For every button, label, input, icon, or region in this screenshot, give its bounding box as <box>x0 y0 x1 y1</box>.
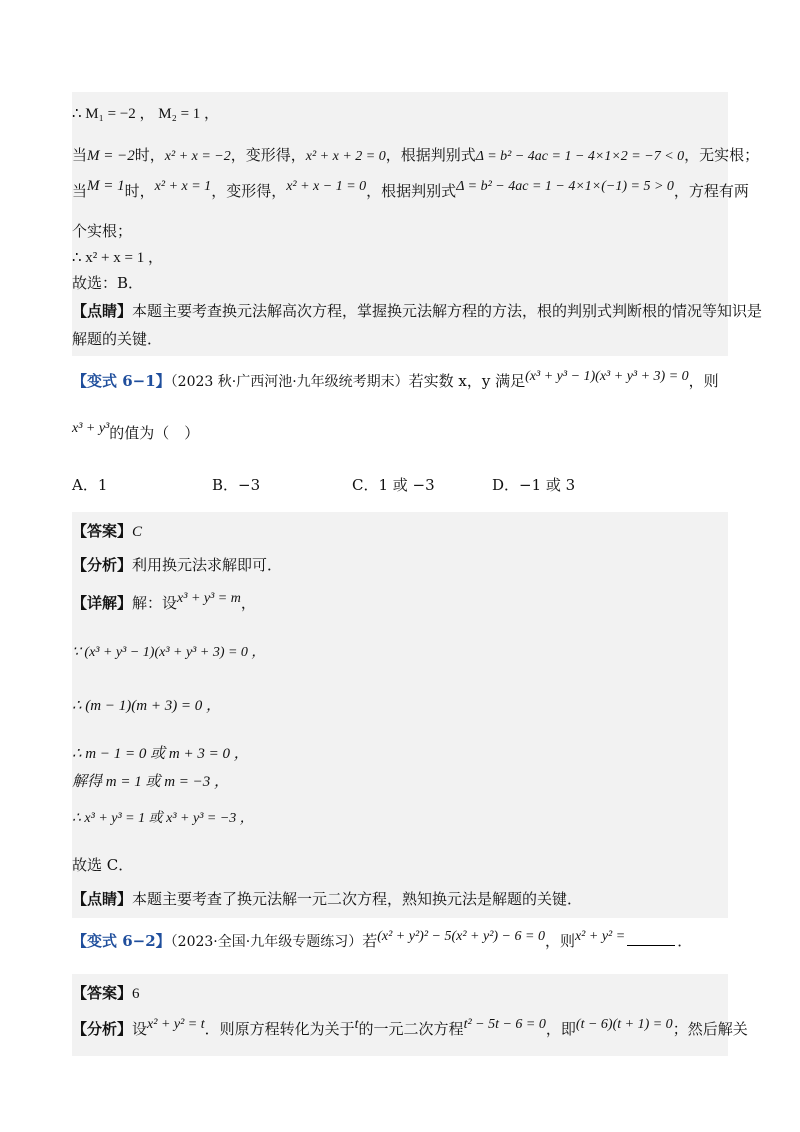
comment-tag: 【点睛】 <box>72 302 133 320</box>
q2-stem: 【变式 6−2】（2023·全国·九年级专题练习）若(x² + y²)² − 5(x² + y²) − 6 = 0，则x² + y² = ． <box>72 929 693 950</box>
s1-step-4: 解得 m = 1 或 m = −3 ， <box>72 774 230 790</box>
line-m-values <box>72 98 728 140</box>
q2-tag: 【变式 6−2】 <box>72 932 171 950</box>
s1-analysis: 【分析】利用换元法求解即可． <box>72 556 283 574</box>
s1-choose: 故选 C． <box>72 856 134 874</box>
line-comment-cont: 解题的关键． <box>72 330 163 348</box>
line-case-m-1: 当M = 1时，x² + x = 1，变形得，x² + x − 1 = 0，根据判别式Δ = b² − 4ac = 1 − 4×1×(−1) = 5 > 0，方程有两 <box>72 178 749 200</box>
q1-equation: (x³ + y³ − 1)(x³ + y³ + 3) = 0 <box>525 369 689 384</box>
math-m-values: ∴ M₁ = −2 ， M₂ = 1 ， <box>72 106 220 122</box>
s1-detail: 【详解】解：设x³ + y³ = m， <box>72 591 256 612</box>
option-d[interactable]: D．−1 或 3 <box>492 476 576 494</box>
q2-source: （2023·全国·九年级专题练习） <box>170 934 363 950</box>
question-6-1 <box>72 356 728 506</box>
s1-step-2: ∴ (m − 1)(m + 3) = 0 ， <box>72 698 222 714</box>
question-6-2 <box>72 918 728 966</box>
option-b[interactable]: B．−3 <box>212 476 261 494</box>
option-c[interactable]: C．1 或 −3 <box>352 476 435 494</box>
s1-step-5: ∴ x³ + y³ = 1 或 x³ + y³ = −3 ， <box>72 811 254 826</box>
option-a[interactable]: A．1 <box>72 476 108 494</box>
document-page <box>72 92 763 1056</box>
q1-tag: 【变式 6−1】 <box>72 372 171 390</box>
q1-stem: 【变式 6−1】（2023 秋·广西河池·九年级统考期末）若实数 x，y 满足(x³ + y³ − 1)(x³ + y³ + 3) = 0，则 <box>72 369 719 390</box>
s1-step-1: ∵ (x³ + y³ − 1)(x³ + y³ + 3) = 0 ， <box>72 645 266 660</box>
line-comment: 【点睛】本题主要考查换元法解高次方程，掌握换元法解方程的方法，根的判别式判断根的情况等知识是 <box>72 302 763 320</box>
line-therefore-x: ∴ x² + x = 1 ， <box>72 250 163 266</box>
s2-analysis: 【分析】设x² + y² = t．则原方程转化为关于t的一元二次方程t² − 5t − 6 = 0，即(t − 6)(t + 1) = 0；然后解关 <box>72 1017 748 1038</box>
s1-answer: 【答案】C <box>72 522 143 540</box>
q2-equation: (x² + y²)² − 5(x² + y²) − 6 = 0 <box>377 929 545 944</box>
q1-stem-cont: x³ + y³的值为（ ） <box>72 421 200 442</box>
line-choose-b: 故选：B． <box>72 274 144 292</box>
line-two-roots: 个实根； <box>72 222 133 240</box>
s2-answer: 【答案】6 <box>72 984 140 1002</box>
q1-source: （2023 秋·广西河池·九年级统考期末） <box>170 374 409 390</box>
solution-block-6-1 <box>72 512 728 918</box>
solution-block-top <box>72 92 763 356</box>
solution-block-6-2 <box>72 974 748 1056</box>
s1-comment: 【点睛】本题主要考查了换元法解一元二次方程，熟知换元法是解题的关键． <box>72 890 583 908</box>
line-case-m-neg2: 当M = −2时，x² + x = −2，变形得，x² + x + 2 = 0，根据判别式Δ = b² − 4ac = 1 − 4×1×2 = −7 < 0，无实根； <box>72 146 760 164</box>
q1-options <box>72 472 728 506</box>
answer-blank[interactable] <box>627 933 675 946</box>
s1-step-3: ∴ m − 1 = 0 或 m + 3 = 0 ， <box>72 746 249 762</box>
